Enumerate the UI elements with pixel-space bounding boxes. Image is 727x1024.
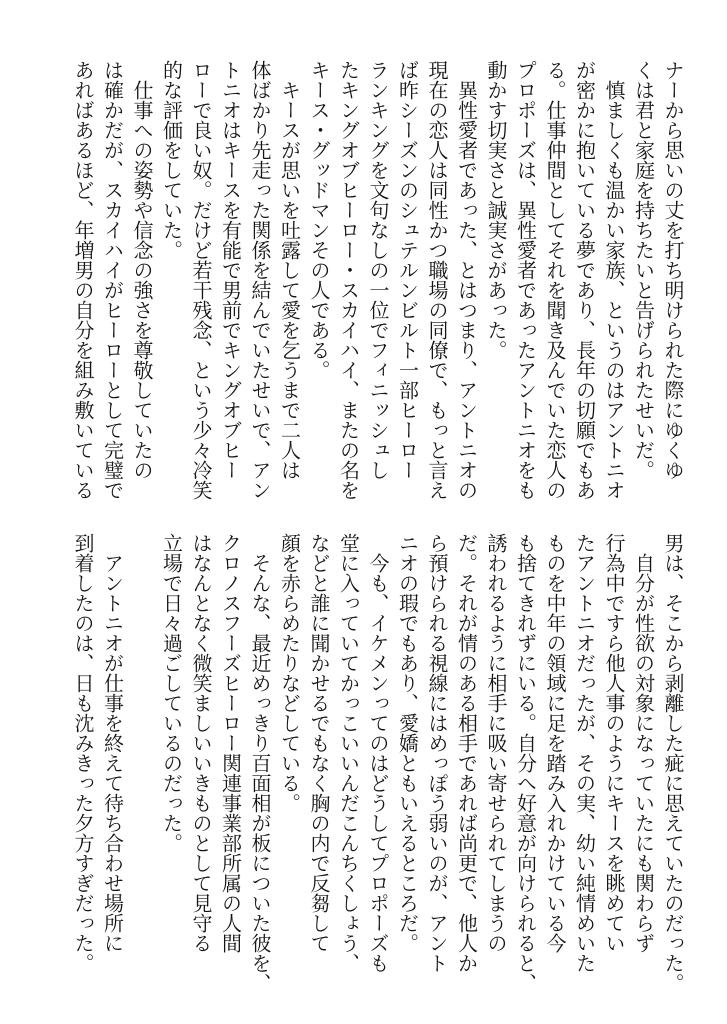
text-column: くは君と家庭を持ちたいと告げられたせいだ。 (631, 60, 656, 480)
text-column: 行為中ですら他人事のようにキースを眺めてい (602, 533, 626, 953)
text-column: 的な評価をしていた。 (159, 60, 184, 260)
text-column: 体ばかり先走った関係を結んでいたせいで、アン (248, 60, 272, 500)
text-column: 仕事への姿勢や信念の強さを尊敬していたの (130, 60, 154, 480)
text-column: が密かに抱いている夢であり、長年の切願でもあ (572, 60, 597, 500)
text-column: はなんとなく微笑ましいいきものとして見守る (189, 533, 213, 953)
text-column: ランキングを文句なしの一位でフィニッシュし (366, 60, 390, 480)
text-column: 堂に入っていてかっこいいんだこんちくしょう、 (336, 533, 361, 973)
text-column: 誘われるように相手に吸い寄せられてしまうの (484, 533, 508, 953)
lower-text-tier (68, 533, 688, 993)
text-column: る。仕事仲間としてそれを聞き及んでいた恋人の (543, 60, 567, 500)
text-column: 男は、そこから剥離した疵に思えていたのだった。 (661, 533, 685, 993)
text-column: 動かす切実さと誠実さがあった。 (484, 60, 508, 360)
text-column: クロノスフーズヒーロー関連事業部所属の人間 (218, 533, 243, 953)
text-column: ものを中年の領域に足を踏み入れかけている今 (543, 533, 567, 953)
text-column: 現在の恋人は同性かつ職場の同僚で、もっと言え (425, 60, 449, 500)
text-column: 今も、イケメンってのはどうしてプロポーズも (366, 533, 390, 973)
text-column: トニオはキースを有能で男前でキングオブヒー (218, 60, 243, 480)
text-column: ら預けられる視線にはめっぽう弱いのが、アント (425, 533, 449, 973)
text-column: も捨てきれずにいる。自分へ好意が向けられると、 (513, 533, 538, 993)
text-column: 慎ましくも温かい家族、というのはアントニオ (602, 60, 626, 500)
text-column: アントニオが仕事を終えて待ち合わせ場所に (100, 533, 125, 953)
text-column: キース・グッドマンその人である。 (307, 60, 331, 380)
text-column: プロポーズは、異性愛者であったアントニオをも (513, 60, 538, 500)
text-column: キースが思いを吐露して愛を乞うまで二人は (277, 60, 302, 480)
text-column: などと誰に聞かせるでもなく胸の内で反芻して (307, 533, 331, 953)
text-column: 立場で日々過ごしているのだった。 (159, 533, 184, 853)
text-column: 顔を赤らめたりなどしている。 (277, 533, 302, 813)
text-column: ナーから思いの丈を打ち明けられた際にゆくゆ (661, 60, 685, 480)
text-column: だ。それが情のある相手であれば尚更で、他人か (454, 533, 479, 973)
text-column: 到着したのは、日も沈みきった夕方すぎだった。 (71, 533, 95, 973)
text-column: たキングオブヒーロー・スカイハイ、またの名を (336, 60, 361, 500)
text-column: ローで良い奴。だけど若干残念、という少々冷笑 (189, 60, 213, 500)
blank-column (127, 533, 157, 978)
text-column: 異性愛者であった、とはつまり、アントニオの (454, 60, 479, 500)
text-column: たアントニオだったが、その実、幼い純情めいた (572, 533, 597, 973)
text-column: あればあるほど、年増男の自分を組み敷いている (71, 60, 95, 500)
upper-text-tier (68, 60, 688, 505)
text-column: ニオの瑕でもあり、愛嬌ともいえるところだ。 (395, 533, 420, 953)
text-column: そんな、最近めっきり百面相が板についた彼を、 (248, 533, 272, 993)
text-column: ば昨シーズンのシュテルンビルト一部ヒーロー (395, 60, 420, 480)
text-column: 自分が性欲の対象になっていたにも関わらず (631, 533, 656, 953)
text-column: は確かだが、スカイハイがヒーローとして完璧で (100, 60, 125, 500)
